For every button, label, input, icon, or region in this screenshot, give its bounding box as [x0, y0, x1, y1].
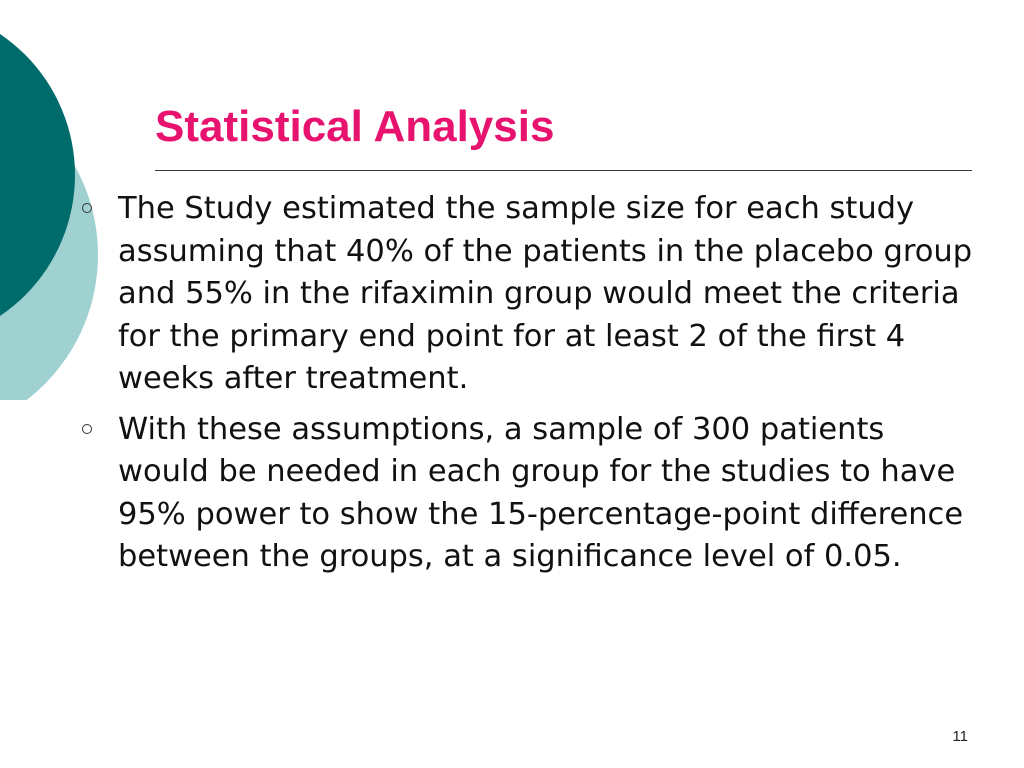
title-underline: [155, 170, 972, 171]
bullet-list: [80, 188, 980, 587]
bullet-item: [80, 188, 980, 401]
bullet-text: With these assumptions, a sample of 300 patients would be needed in each group for the studies to have 95% power to show the 15-percentage-point difference between the groups, at a significance level of 0.05.: [118, 411, 964, 574]
bullet-item: [80, 409, 980, 579]
bullet-text: The Study estimated the sample size for each study assuming that 40% of the patients in the placebo group and 55% in the rifaximin group would meet the criteria for the primary end point for at least 2 of the first 4 weeks after treatment.: [118, 191, 973, 396]
hollow-circle-bullet-icon: [82, 203, 92, 213]
slide-title: Statistical Analysis: [155, 102, 555, 151]
hollow-circle-bullet-icon: [82, 424, 92, 434]
page-number: 11: [952, 728, 968, 745]
